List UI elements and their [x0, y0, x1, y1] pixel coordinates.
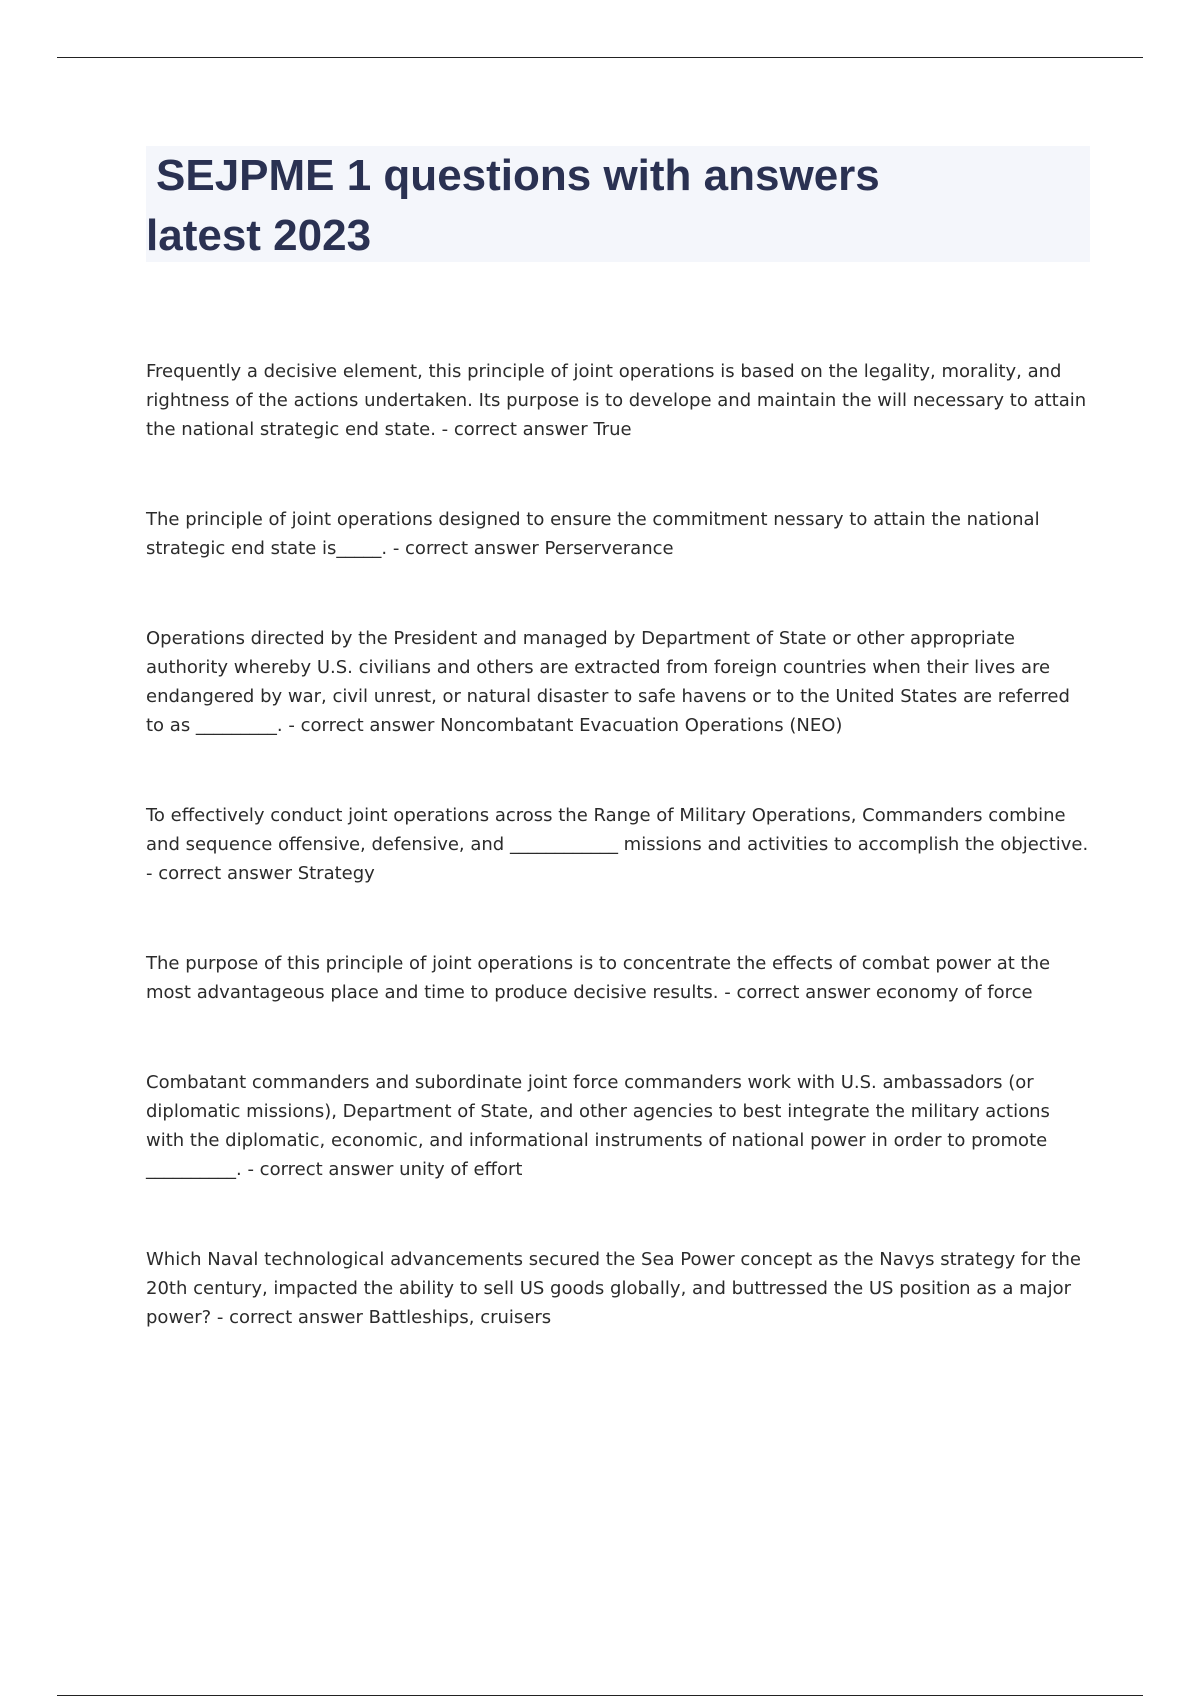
qa-item	[146, 1245, 1092, 1332]
question-text: To effectively conduct joint operations across the Range of Military Operations, Commanders combine and sequence offensive, defensive, and ____________ missions and activities to accomplish the objective.	[146, 805, 1089, 855]
answer-separator: - correct answer	[211, 1307, 369, 1328]
answer-separator: - correct answer	[241, 1159, 400, 1180]
top-divider	[57, 57, 1143, 58]
answer-text: unity of effort	[399, 1159, 523, 1180]
answer-separator: - correct answer	[435, 419, 594, 440]
question-text: Frequently a decisive element, this principle of joint operations is based on the legality, morality, and rightness of the actions undertaken. Its purpose is to develope and maintain the will necessary to attain the national strategic end state.	[146, 361, 1087, 440]
question-text: The principle of joint operations designed to ensure the commitment nessary to attain the national strategic end state is_____.	[146, 509, 1040, 559]
qa-item	[146, 949, 1092, 1007]
answer-text: economy of force	[875, 982, 1033, 1003]
answer-separator: - correct answer	[718, 982, 876, 1003]
answer-separator: - correct answer	[146, 863, 298, 884]
answer-separator: - correct answer	[282, 715, 441, 736]
question-text: Which Naval technological advancements secured the Sea Power concept as the Navys strategy for the 20th century, impacted the ability to sell US goods globally, and buttressed the US position as a major power?	[146, 1249, 1082, 1328]
qa-item	[146, 1068, 1092, 1184]
qa-item	[146, 801, 1092, 888]
title-banner	[146, 146, 1090, 262]
answer-text: Noncombatant Evacuation Operations (NEO)	[440, 715, 843, 736]
answer-text: Battleships, cruisers	[368, 1307, 552, 1328]
answer-text: True	[593, 419, 632, 440]
question-text: Combatant commanders and subordinate joint force commanders work with U.S. ambassadors (or diplomatic missions), Department of State, and other agencies to best integrate the military actions with the diplomatic, economic, and informational instruments of national power in order to promote __________.	[146, 1072, 1050, 1180]
qa-item	[146, 624, 1092, 740]
answer-text: Perserverance	[544, 538, 674, 559]
question-text: The purpose of this principle of joint operations is to concentrate the effects of combat power at the most advantageous place and time to produce decisive results.	[146, 953, 1051, 1003]
answer-text: Strategy	[297, 863, 375, 884]
qa-list	[146, 357, 1092, 1332]
page-title: SEJPME 1 questions with answers latest 2023	[146, 151, 880, 260]
qa-item	[146, 505, 1092, 563]
qa-item	[146, 357, 1092, 444]
answer-separator: - correct answer	[387, 538, 545, 559]
question-text: Operations directed by the President and managed by Department of State or other appropriate authority whereby U.S. civilians and others are extracted from foreign countries when their lives are endangered by war, civil unrest, or natural disaster to safe havens or to the United States are referred to as _________.	[146, 628, 1070, 736]
bottom-divider	[57, 1695, 1143, 1696]
